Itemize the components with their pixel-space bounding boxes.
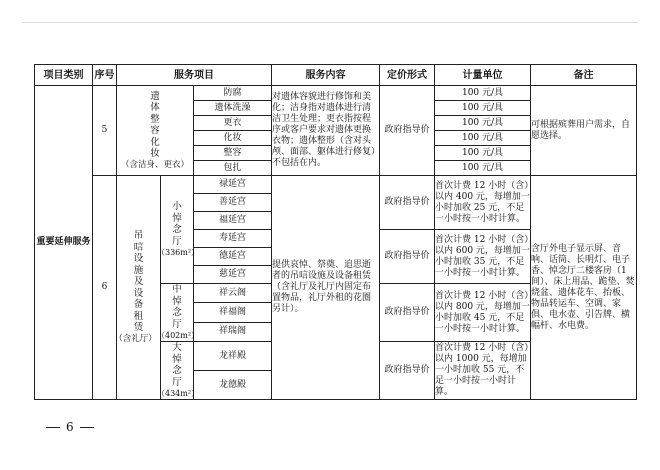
header-pricing-form: 定价形式	[380, 65, 435, 86]
seq-cell: 6	[93, 176, 117, 400]
header-seq: 序号	[93, 65, 117, 86]
hall-name: 小悼念厅 （336m²）	[161, 176, 194, 284]
top-rule	[22, 22, 638, 23]
pricing-cell: 政府指导价	[380, 86, 435, 176]
room-name: 慈延宫	[194, 266, 272, 284]
service-item-note: （含礼厅）	[114, 333, 157, 344]
room-name: 德延宫	[194, 248, 272, 266]
room-name: 福延宫	[194, 212, 272, 230]
service-item-note: （含洁身、更衣）	[120, 159, 189, 170]
sub-item: 遗体洗澡	[194, 101, 272, 116]
table-row	[35, 176, 637, 194]
unit-cell: 100 元/具	[435, 146, 531, 161]
pricing-cell: 政府指导价	[380, 342, 435, 400]
unit-cell: 100 元/具	[435, 131, 531, 146]
sub-item: 防腐	[194, 86, 272, 101]
category-cell: 重要延伸服务	[35, 86, 93, 400]
page-number: 6	[40, 420, 100, 434]
unit-cell: 首次计费 12 小时（含）以内 1000 元，每增加一小时加收 55 元，不足一小时按一小时计算。	[435, 342, 531, 400]
unit-cell: 首次计费 12 小时（含）以内 600 元，每增加一小时加收 35 元，不足一小时按一小时计算。	[435, 230, 531, 284]
service-content-cell: 提供哀悼、祭奠、追思逝者的吊唁设施及设备租赁（含礼厅及礼厅内固定布置物品，礼厅外租的花圈另计）。	[272, 176, 380, 400]
unit-cell: 100 元/具	[435, 86, 531, 101]
unit-cell: 首次计费 12 小时（含）以内 800 元，每增加一小时加收 45 元，不足一小时按一小时计算。	[435, 284, 531, 342]
room-name: 寿延宫	[194, 230, 272, 248]
pricing-cell: 政府指导价	[380, 176, 435, 230]
remark-cell: 含厅外电子显示屏、音响、话筒、长明灯、电子香、悼念厅二楼客房（1间）、床上用品、跪垫、焚烧盆、遗体花车、抬板、物品转运车、空调、家俱、电水壶、引告牌、横幅杆、水电费。	[531, 176, 637, 400]
dash-right	[80, 427, 94, 428]
unit-cell: 100 元/具	[435, 101, 531, 116]
header-remarks: 备注	[531, 65, 637, 86]
service-item-name: 吊唁设施及设备租赁	[133, 230, 144, 334]
unit-cell: 100 元/具	[435, 161, 531, 176]
room-name: 善延宫	[194, 194, 272, 212]
sub-item: 更衣	[194, 116, 272, 131]
room-name: 龙德殿	[194, 371, 272, 400]
hall-name: 大悼念厅 （434m²）	[157, 342, 200, 398]
room-name: 龙祥殿	[194, 342, 272, 371]
dash-left	[46, 427, 60, 428]
room-name: 禄延宫	[194, 176, 272, 194]
sub-item: 整容	[194, 146, 272, 161]
unit-cell: 100 元/具	[435, 116, 531, 131]
header-service-item: 服务项目	[117, 65, 272, 86]
header-category: 项目类别	[35, 65, 93, 86]
header-service-content: 服务内容	[272, 65, 380, 86]
service-content-cell: 对遗体容貌进行修饰和美化；洁身指对遗体进行清洁卫生处理；更衣指按程序或客户要求对遗体更换衣物；遗体整形（含对头颅、面部、躯体进行修复）不包括在内。	[272, 86, 380, 176]
unit-cell: 首次计费 12 小时（含）以内 400 元，每增加一小时加收 25 元，不足一小时按一小时计算。	[435, 176, 531, 230]
price-table	[34, 64, 637, 400]
table-row	[35, 86, 637, 101]
room-name: 祥云阁	[194, 284, 272, 303]
service-item-name: 遗体整容化妆	[150, 90, 160, 159]
service-item-main	[114, 176, 161, 400]
pricing-cell: 政府指导价	[380, 284, 435, 342]
service-item-main	[117, 86, 194, 176]
hall-name: 中悼念厅 （402m²）	[157, 284, 200, 340]
room-name: 祥瑞阁	[194, 322, 272, 341]
seq-cell: 5	[93, 86, 117, 176]
remark-cell: 可根据殡葬用户需求，自愿选择。	[531, 86, 637, 176]
pricing-cell: 政府指导价	[380, 230, 435, 284]
header-unit: 计量单位	[435, 65, 531, 86]
header-row	[35, 65, 637, 86]
sub-item: 化妆	[194, 131, 272, 146]
room-name: 祥福阁	[194, 303, 272, 322]
sub-item: 包扎	[194, 161, 272, 176]
